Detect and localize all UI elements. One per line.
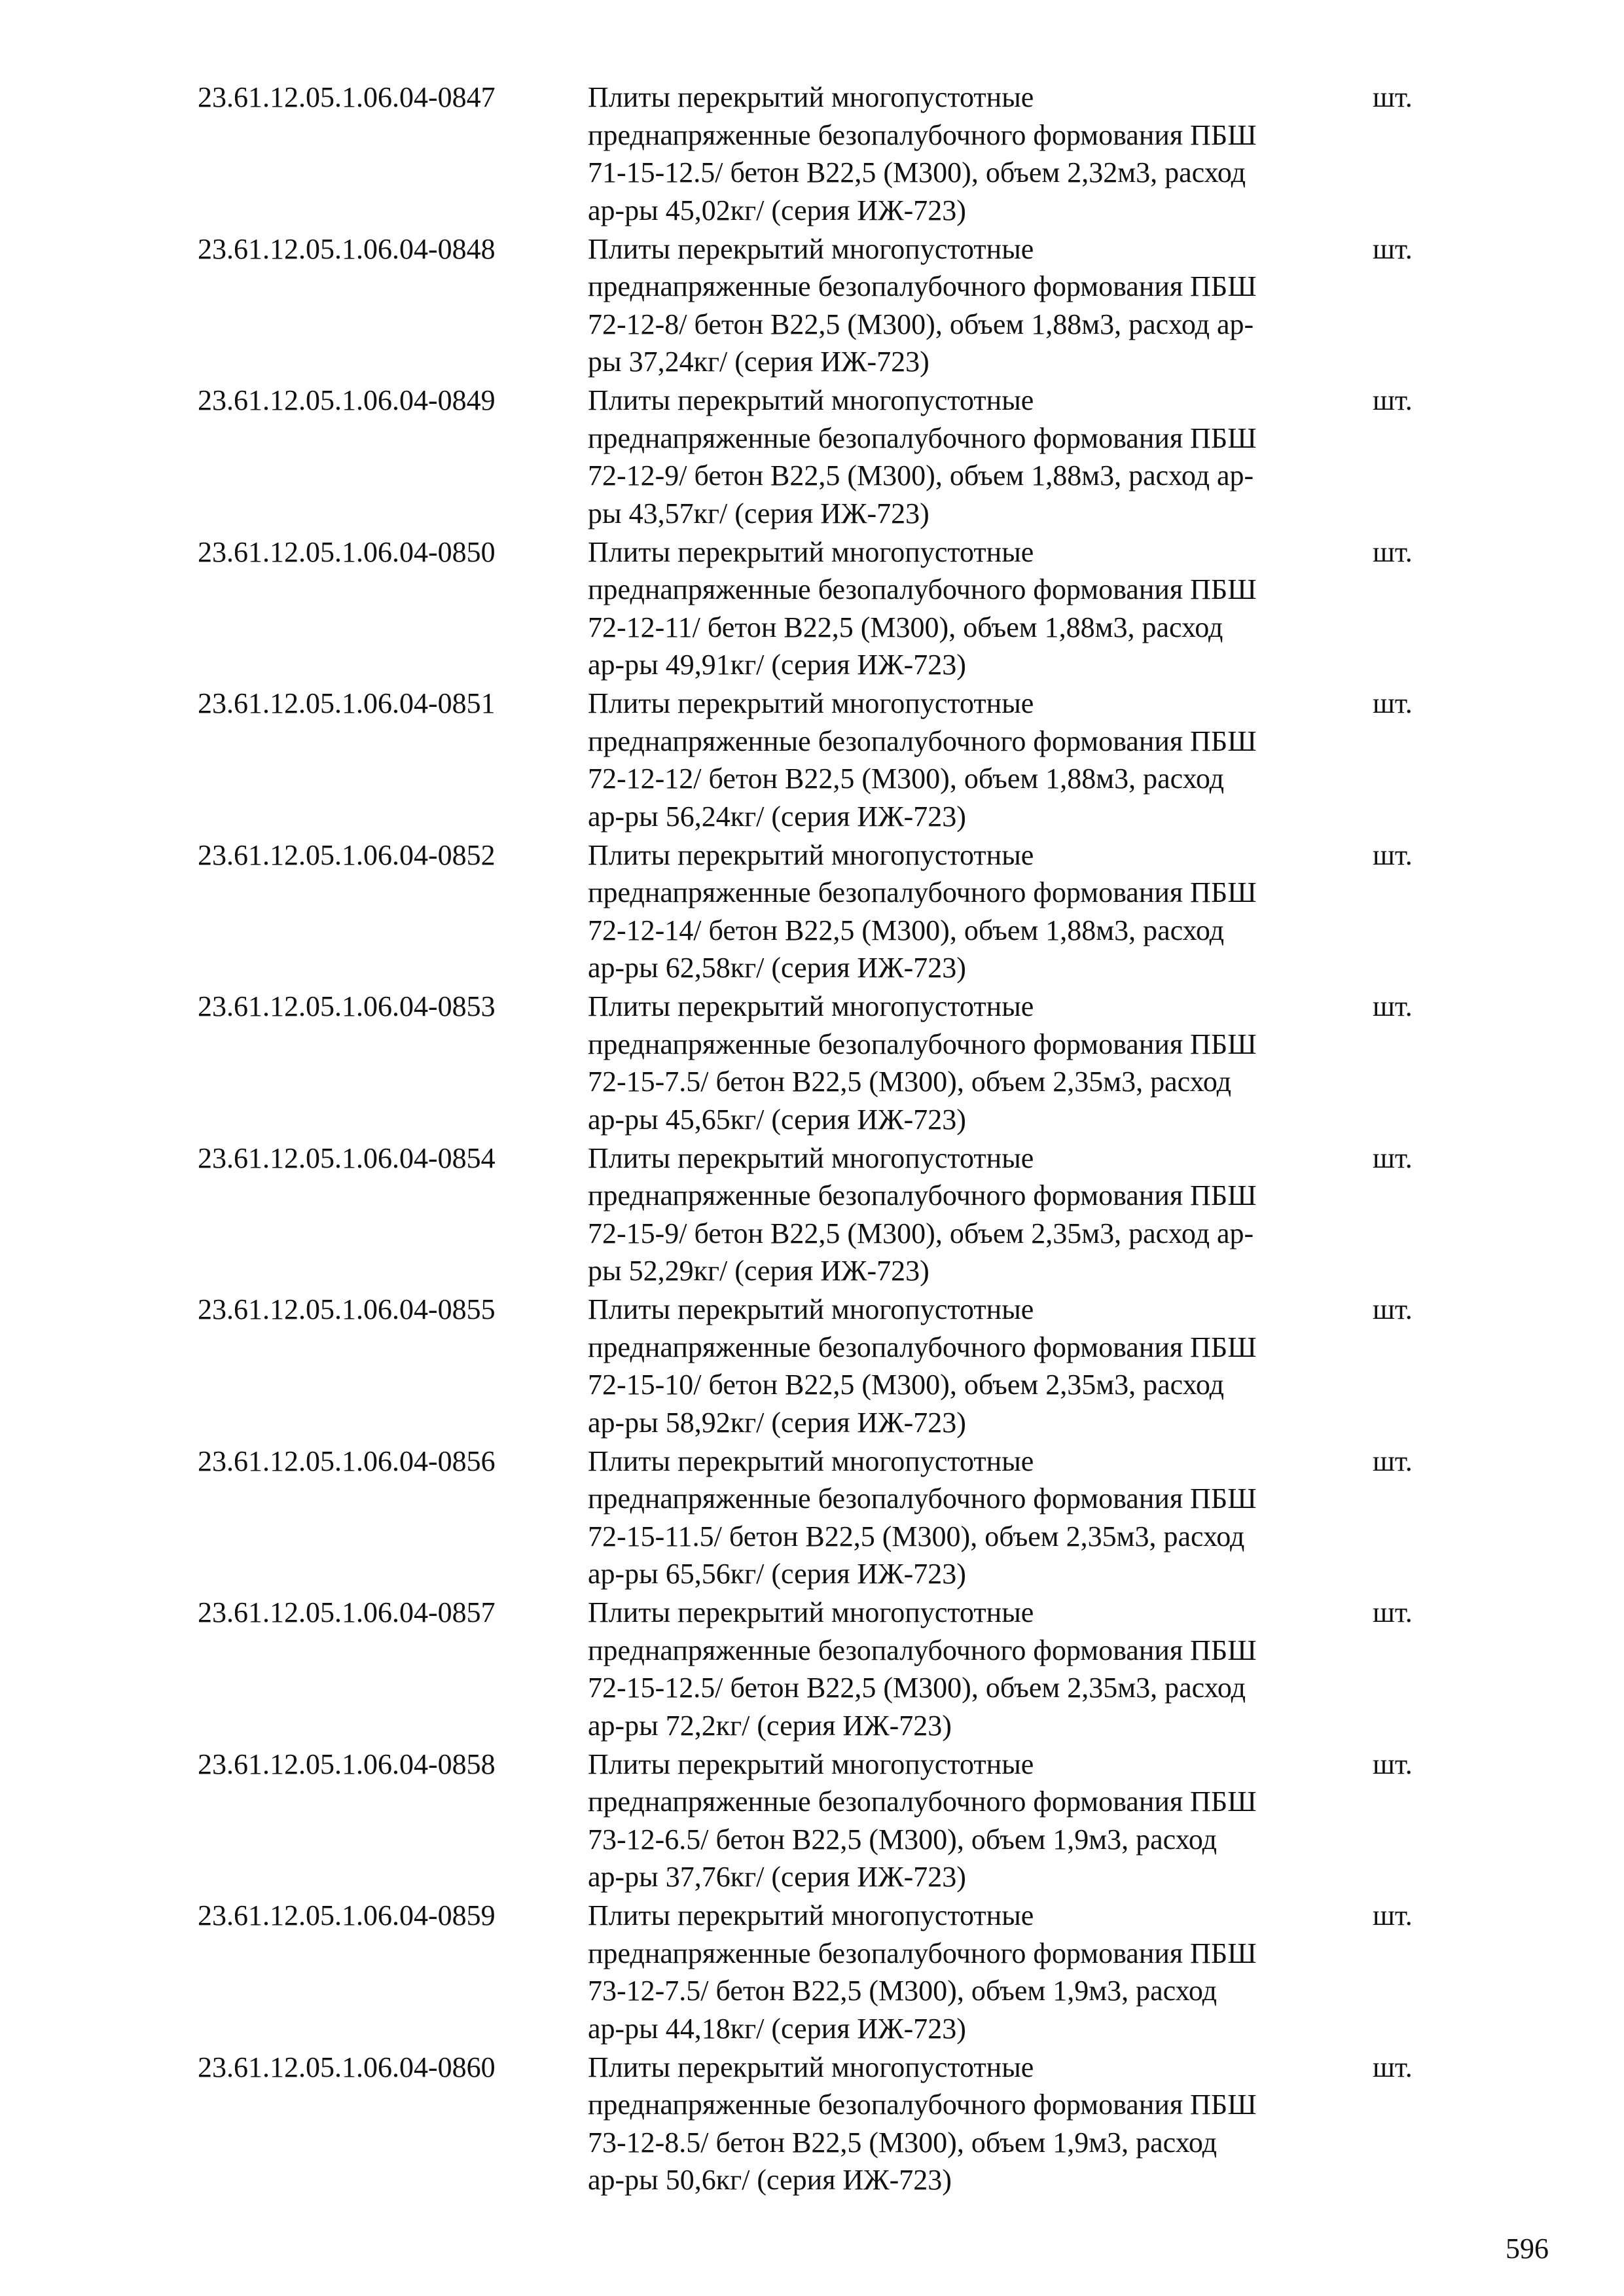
item-description-line: 72-12-12/ бетон В22,5 (М300), объем 1,88м3, расход [588,762,1225,795]
item-description-line: преднапряженные безопалубочного формования ПБШ [588,1785,1257,1818]
item-description-line: преднапряженные безопалубочного формования ПБШ [588,725,1257,757]
item-description [588,1139,1367,1290]
item-code: 23.61.12.05.1.06.04-0860 [198,2051,496,2083]
item-code: 23.61.12.05.1.06.04-0848 [198,232,496,265]
item-code: 23.61.12.05.1.06.04-0854 [198,1141,496,1174]
item-description [588,79,1367,229]
item-description-line: Плиты перекрытий многопустотные [588,2051,1034,2083]
item-description [588,382,1367,532]
item-unit: шт. [1373,990,1413,1022]
item-code: 23.61.12.05.1.06.04-0857 [198,1596,496,1628]
item-description-line: преднапряженные безопалубочного формования ПБШ [588,270,1257,302]
item-description-line: 73-12-7.5/ бетон В22,5 (М300), объем 1,9м3, расход [588,1975,1218,2007]
item-description-line: 72-15-7.5/ бетон В22,5 (М300), объем 2,35м3, расход [588,1066,1232,1098]
item-description-line: ры 37,24кг/ (серия ИЖ-723) [588,346,929,378]
table-row [198,1139,1441,1291]
item-unit: шт. [1373,687,1413,719]
item-description [588,2049,1367,2199]
item-description [588,533,1367,684]
item-description [588,1897,1367,2047]
item-unit: шт. [1373,535,1413,568]
item-description-line: 72-15-12.5/ бетон В22,5 (М300), объем 2,35м3, расход [588,1672,1246,1704]
table-row [198,230,1441,382]
item-description-line: преднапряженные безопалубочного формования ПБШ [588,1937,1257,1969]
item-unit: шт. [1373,1596,1413,1628]
item-description-line: ар-ры 72,2кг/ (серия ИЖ-723) [588,1709,952,1742]
item-unit: шт. [1373,838,1413,871]
item-description-line: Плиты перекрытий многопустотные [588,1141,1034,1174]
item-description-line: преднапряженные безопалубочного формования ПБШ [588,118,1257,151]
item-description [588,1594,1367,1744]
item-code: 23.61.12.05.1.06.04-0847 [198,81,496,113]
item-unit: шт. [1373,384,1413,416]
table-row [198,836,1441,988]
item-description-line: ар-ры 37,76кг/ (серия ИЖ-723) [588,1861,966,1893]
item-description-line: преднапряженные безопалубочного формования ПБШ [588,1634,1257,1666]
item-description-line: преднапряженные безопалубочного формования ПБШ [588,422,1257,454]
item-description-line: ар-ры 44,18кг/ (серия ИЖ-723) [588,2012,966,2045]
item-description-line: 72-12-11/ бетон В22,5 (М300), объем 1,88м3, расход [588,611,1223,643]
item-unit: шт. [1373,1899,1413,1931]
item-code: 23.61.12.05.1.06.04-0849 [198,384,496,416]
item-code: 23.61.12.05.1.06.04-0853 [198,990,496,1022]
item-unit: шт. [1373,1748,1413,1780]
item-description-line: ар-ры 45,65кг/ (серия ИЖ-723) [588,1103,966,1136]
item-description [588,1291,1367,1441]
item-code: 23.61.12.05.1.06.04-0850 [198,535,496,568]
item-description-line: ар-ры 49,91кг/ (серия ИЖ-723) [588,649,966,681]
item-description-line: ар-ры 50,6кг/ (серия ИЖ-723) [588,2164,952,2196]
table-row [198,79,1441,230]
item-unit: шт. [1373,81,1413,113]
table-row [198,1746,1441,1897]
item-description-line: ар-ры 65,56кг/ (серия ИЖ-723) [588,1558,966,1590]
item-description-line: Плиты перекрытий многопустотные [588,81,1034,113]
table-row [198,1291,1441,1443]
table-row [198,1594,1441,1746]
item-code: 23.61.12.05.1.06.04-0859 [198,1899,496,1931]
item-description [588,836,1367,987]
item-description-line: ар-ры 45,02кг/ (серия ИЖ-723) [588,194,966,226]
item-description-line: ры 43,57кг/ (серия ИЖ-723) [588,497,929,529]
table-row [198,685,1441,836]
item-description-line: Плиты перекрытий многопустотные [588,838,1034,871]
item-description-line: преднапряженные безопалубочного формования ПБШ [588,573,1257,605]
item-description-line: преднапряженные безопалубочного формования ПБШ [588,1482,1257,1515]
item-description-line: Плиты перекрытий многопустотные [588,1899,1034,1931]
item-description-line: 72-15-10/ бетон В22,5 (М300), объем 2,35м3, расход [588,1369,1225,1401]
item-description-line: Плиты перекрытий многопустотные [588,535,1034,568]
item-description-line: Плиты перекрытий многопустотные [588,1444,1034,1477]
item-description-line: 72-15-9/ бетон В22,5 (М300), объем 2,35м3, расход ар- [588,1217,1254,1249]
item-unit: шт. [1373,232,1413,265]
item-code: 23.61.12.05.1.06.04-0856 [198,1444,496,1477]
item-description-line: 73-12-6.5/ бетон В22,5 (М300), объем 1,9м3, расход [588,1823,1218,1856]
item-description [588,988,1367,1138]
item-description-line: 72-12-14/ бетон В22,5 (М300), объем 1,88м3, расход [588,914,1225,946]
item-unit: шт. [1373,2051,1413,2083]
item-description-line: Плиты перекрытий многопустотные [588,1596,1034,1628]
item-description [588,1443,1367,1593]
item-unit: шт. [1373,1293,1413,1325]
item-description-line: ры 52,29кг/ (серия ИЖ-723) [588,1255,929,1287]
item-unit: шт. [1373,1444,1413,1477]
item-description-line: преднапряженные безопалубочного формования ПБШ [588,1331,1257,1363]
item-description-line: Плиты перекрытий многопустотные [588,1293,1034,1325]
item-description-line: Плиты перекрытий многопустотные [588,1748,1034,1780]
item-description-line: ар-ры 56,24кг/ (серия ИЖ-723) [588,800,966,833]
item-description-line: 73-12-8.5/ бетон В22,5 (М300), объем 1,9м3, расход [588,2126,1218,2159]
item-code: 23.61.12.05.1.06.04-0858 [198,1748,496,1780]
item-description [588,230,1367,381]
item-unit: шт. [1373,1141,1413,1174]
item-description [588,1746,1367,1896]
item-code: 23.61.12.05.1.06.04-0855 [198,1293,496,1325]
item-code: 23.61.12.05.1.06.04-0852 [198,838,496,871]
table-row [198,1897,1441,2049]
item-description-line: преднапряженные безопалубочного формования ПБШ [588,2089,1257,2121]
item-description-line: преднапряженные безопалубочного формования ПБШ [588,1028,1257,1060]
table-row [198,382,1441,533]
item-description-line: Плиты перекрытий многопустотные [588,232,1034,265]
item-description-line: ар-ры 58,92кг/ (серия ИЖ-723) [588,1406,966,1439]
table-row [198,533,1441,685]
item-description-line: преднапряженные безопалубочного формования ПБШ [588,1179,1257,1211]
table-row [198,988,1441,1139]
item-description-line: 72-12-8/ бетон В22,5 (М300), объем 1,88м3, расход ар- [588,308,1254,340]
page-number: 596 [1506,2233,1549,2265]
item-description-line: 72-15-11.5/ бетон В22,5 (М300), объем 2,35м3, расход [588,1520,1245,1552]
item-description-line: Плиты перекрытий многопустотные [588,384,1034,416]
item-code: 23.61.12.05.1.06.04-0851 [198,687,496,719]
item-description-line: 71-15-12.5/ бетон В22,5 (М300), объем 2,32м3, расход [588,156,1246,188]
price-list-table [198,79,1441,2200]
item-description [588,685,1367,835]
item-description-line: Плиты перекрытий многопустотные [588,687,1034,719]
table-row [198,1443,1441,1594]
item-description-line: 72-12-9/ бетон В22,5 (М300), объем 1,88м3, расход ар- [588,459,1254,492]
table-row [198,2049,1441,2200]
item-description-line: Плиты перекрытий многопустотные [588,990,1034,1022]
item-description-line: преднапряженные безопалубочного формования ПБШ [588,876,1257,908]
item-description-line: ар-ры 62,58кг/ (серия ИЖ-723) [588,952,966,984]
